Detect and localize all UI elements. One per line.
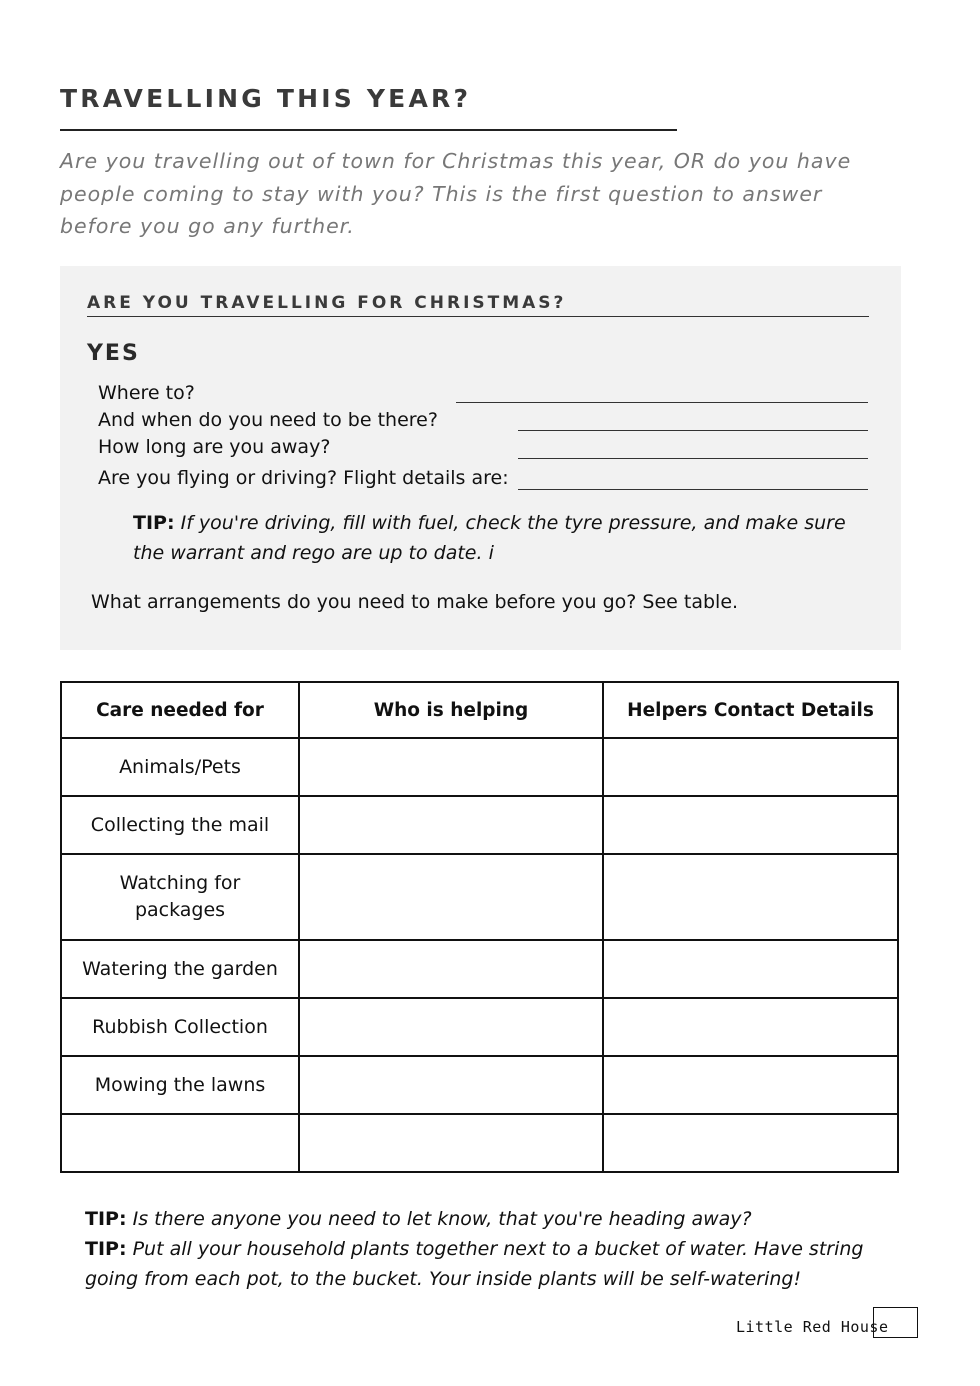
panel-heading-divider bbox=[87, 316, 869, 317]
table-row bbox=[61, 998, 898, 1056]
question-how-long: How long are you away? bbox=[98, 436, 331, 458]
tip-text: Is there anyone you need to let know, that you're heading away? bbox=[126, 1208, 752, 1230]
contact-cell[interactable] bbox=[603, 1114, 898, 1172]
page-title: TRAVELLING THIS YEAR? bbox=[60, 84, 472, 113]
title-divider bbox=[60, 129, 677, 131]
helper-cell[interactable] bbox=[299, 998, 603, 1056]
care-item-cell: Animals/Pets bbox=[61, 738, 299, 796]
tip-text: Put all your household plants together next to a bucket of water. Have string going from each pot, to the bucket. Your inside plants will be self-watering! bbox=[85, 1238, 864, 1290]
yes-label: YES bbox=[87, 341, 140, 366]
helper-cell[interactable] bbox=[299, 738, 603, 796]
question-where: Where to? bbox=[98, 382, 195, 404]
helper-cell[interactable] bbox=[299, 796, 603, 854]
column-header-helper: Who is helping bbox=[299, 682, 603, 738]
contact-cell[interactable] bbox=[603, 738, 898, 796]
table-row bbox=[61, 940, 898, 998]
helper-cell[interactable] bbox=[299, 1114, 603, 1172]
contact-cell[interactable] bbox=[603, 940, 898, 998]
brand-footer: Little Red House bbox=[736, 1318, 889, 1336]
contact-cell[interactable] bbox=[603, 998, 898, 1056]
answer-line-where[interactable] bbox=[456, 402, 868, 403]
intro-paragraph: Are you travelling out of town for Christmas this year, OR do you have people coming to stay with you? This is the first question to answer before you go any further. bbox=[60, 149, 852, 238]
answer-line-when[interactable] bbox=[518, 430, 868, 431]
care-item-cell: Watering the garden bbox=[61, 940, 299, 998]
tip-plants bbox=[85, 1234, 885, 1294]
table-row bbox=[61, 738, 898, 796]
tip-label: TIP: bbox=[85, 1208, 127, 1230]
panel-heading: ARE YOU TRAVELLING FOR CHRISTMAS? bbox=[87, 293, 567, 313]
table-row bbox=[61, 796, 898, 854]
table-row bbox=[61, 854, 898, 940]
contact-cell[interactable] bbox=[603, 1056, 898, 1114]
question-flying-driving: Are you flying or driving? Flight details are: bbox=[98, 467, 509, 489]
column-header-care: Care needed for bbox=[61, 682, 299, 738]
answer-line-how-long[interactable] bbox=[518, 458, 868, 459]
answer-line-flight-details[interactable] bbox=[518, 489, 868, 490]
tip-let-know bbox=[85, 1204, 885, 1234]
arrangements-text: What arrangements do you need to make before you go? See table. bbox=[91, 591, 739, 613]
care-item-cell: Rubbish Collection bbox=[61, 998, 299, 1056]
care-item-cell: Collecting the mail bbox=[61, 796, 299, 854]
care-item-cell: Watching for packages bbox=[61, 854, 299, 940]
care-table bbox=[60, 681, 899, 1173]
table-header-row bbox=[61, 682, 898, 738]
brand-logo-box bbox=[873, 1307, 918, 1338]
table-row bbox=[61, 1056, 898, 1114]
bottom-tips bbox=[85, 1204, 885, 1294]
helper-cell[interactable] bbox=[299, 854, 603, 940]
contact-cell[interactable] bbox=[603, 796, 898, 854]
tip-label: TIP: bbox=[85, 1238, 127, 1260]
driving-tip bbox=[133, 508, 853, 568]
care-item-cell: Mowing the lawns bbox=[61, 1056, 299, 1114]
question-when: And when do you need to be there? bbox=[98, 409, 438, 431]
table-row bbox=[61, 1114, 898, 1172]
tip-text: If you're driving, fill with fuel, check the tyre pressure, and make sure the warrant and rego are up to date. i bbox=[133, 512, 846, 564]
contact-cell[interactable] bbox=[603, 854, 898, 940]
helper-cell[interactable] bbox=[299, 1056, 603, 1114]
tip-label: TIP: bbox=[133, 512, 175, 534]
column-header-contact: Helpers Contact Details bbox=[603, 682, 898, 738]
care-item-cell[interactable] bbox=[61, 1114, 299, 1172]
helper-cell[interactable] bbox=[299, 940, 603, 998]
